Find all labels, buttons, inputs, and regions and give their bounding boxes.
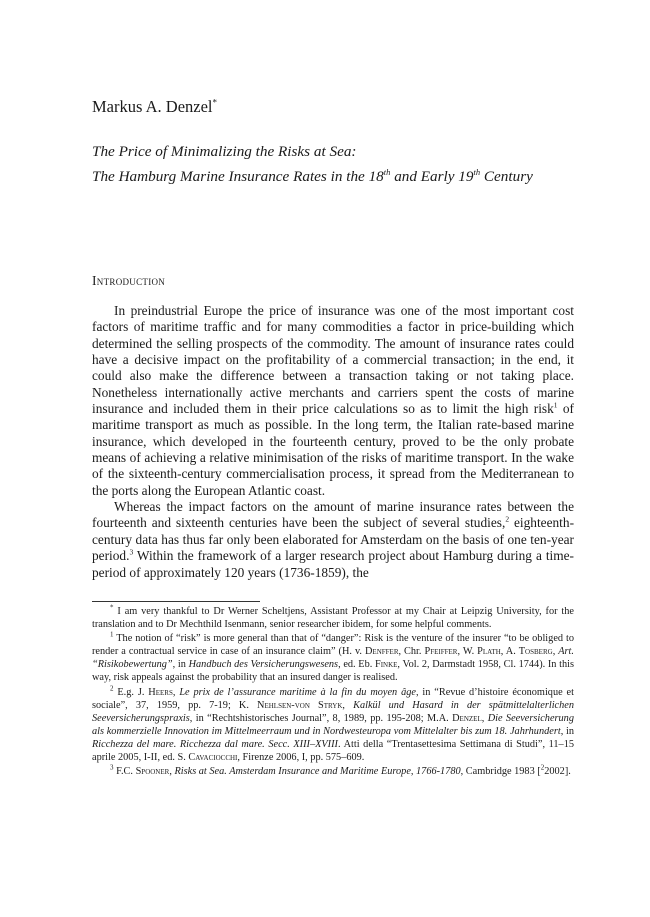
section-heading: Introduction (92, 273, 166, 288)
author-name (92, 97, 217, 117)
fn1-t8: , Vol. 2, Darmstadt 1958, Cl. 1744). In this way, risk appeals against the probability that an insured danger is realised. (92, 659, 574, 684)
footnotes (92, 605, 574, 779)
para2-part-a: Whereas the impact factors on the amount of marine insurance rates between the fourteenth and sixteenth centuries have been the subject of several studies, (92, 499, 574, 531)
fn2-i4: Ricchezza del mare. Ricchezza dal mare. Secc. XIII–XVIII (92, 738, 338, 750)
author-text: Markus A. Denzel (92, 97, 213, 116)
fn1-sc1: Denffer (364, 646, 399, 658)
fn3-t3: , Cambridge 1983 [ (460, 766, 541, 778)
fn2-i2: Kalkül und Hasard in der spätmittelalterlichen Seeversicherungspraxis (92, 699, 574, 724)
fn1-t4: , A. (500, 646, 519, 658)
title-line-2-part-b: and Early 19 (390, 168, 474, 186)
fn1-t7: , ed. Eb. (338, 659, 375, 671)
fn3-i1: Risks at Sea. Amsterdam Insurance and Maritime Europe, 1766-1780 (174, 766, 461, 778)
fn2-sc1: Heers (148, 686, 173, 698)
footnote-star-text: I am very thankful to Dr Werner Scheltjens, Assistant Professor at my Chair at Leipzig University, for the translation and to Dr Mechthild Isenmann, senior researcher ibidem, for some helpful comments. (92, 606, 574, 631)
footnote-2 (92, 686, 574, 765)
fn2-t2: , (172, 686, 180, 698)
footnote-1 (92, 632, 574, 684)
para1-part-a: In preindustrial Europe the price of insurance was one of the most important cost factors of maritime traffic and for many commodities a factor in price-building which determined the selling prospects of the commodity. The amount of insurance rates could have a decisive impact on the profitability of a commercial transaction; in the end, it could also make the difference between a transaction taking or not taking place. Nonetheless internationally active merchants and carriers spent the costs of marine insurance and included them in their price calculations so as to limit the high risk (92, 303, 574, 417)
fn1-t1: The notion of “risk” is more general than that of “danger”: Risk is the venture of the insurer “to be obliged to render a contractual service in case of an insurance claim” (H. v. (92, 633, 574, 658)
footnote-ref-1[interactable]: 1 (553, 400, 558, 410)
title-sup-1: th (383, 167, 391, 177)
fn2-t3: , in “Revue d’histoire économique et sociale”, 37, 1959, pp. 7-19; K. (92, 686, 574, 711)
para2-part-c: Within the framework of a larger research project about Hamburg during a time-period of approximately 120 years (1736-1859), the (92, 548, 574, 580)
title-line-2-part-c: Century (480, 168, 533, 186)
title-sup-2: th (473, 167, 481, 177)
para1-part-b: of maritime transport as much as possible. In the long term, the Italian rate-based marine insurance, which developed in the fourteenth century, proved to be the only probate means of achieving a relative minimisation of the risks of maritime transport. In the wake of the sixteenth-century commercialisation process, it spread from the Mediterranean to the ports along the European Atlantic coast. (92, 401, 574, 498)
fn2-t9: , Firenze 2006, I, pp. 575–609. (237, 752, 365, 764)
fn2-sc2: Nehlsen-von Stryk (257, 699, 343, 711)
fn1-sc2: Pfeiffer (424, 646, 458, 658)
fn3-t2: , (169, 766, 175, 778)
fn1-i2: Handbuch des Versicherungswesens (188, 659, 339, 671)
footnote-1-mark: 1 (110, 630, 114, 639)
fn1-t6: , in (172, 659, 189, 671)
fn3-sc1: Spooner (135, 766, 170, 778)
footnote-ref-2[interactable]: 2 (505, 515, 510, 525)
footnote-2-mark: 2 (110, 684, 114, 693)
fn2-i1: Le prix de l’assurance maritime à la fin du moyen âge (179, 686, 416, 698)
author-footnote-mark: * (212, 97, 218, 108)
fn3-edition-sup: 2 (540, 763, 545, 772)
fn2-t4: , (342, 699, 354, 711)
fn1-sc3: Plath (477, 646, 501, 658)
fn1-sc5: Finke (374, 659, 398, 671)
title-line-1: The Price of Minimalizing the Risks at Sea: (92, 143, 357, 160)
fn1-t2: , Chr. (398, 646, 425, 658)
fn2-i3: Die Seeversicherung als kommerzielle Innovation im Mittelmeerraum und in Nordwesteuropa vom Mittelalter bis zum 18. Jahrhundert (92, 712, 574, 737)
fn1-t5: , (552, 646, 559, 658)
footnote-separator (92, 601, 260, 602)
fn2-t5: , in “Rechtshistorisches Journal”, 8, 1989, pp. 195-208; M.A. (189, 712, 453, 724)
fn1-t3: , W. (457, 646, 478, 658)
footnote-3 (92, 765, 574, 778)
fn3-t1: F.C. (113, 766, 136, 778)
paper-title (92, 142, 533, 187)
footnote-star (92, 605, 574, 631)
fn2-sc4: Cavaciocchi (188, 752, 238, 764)
fn2-t8: . Atti della “Trentasettesima Settimana di Studi”, 11–15 aprile 2005, I-II, ed. S. (92, 738, 574, 764)
fn1-i1: Art. “Risikobewertung” (92, 646, 574, 671)
footnote-ref-3[interactable]: 3 (129, 547, 134, 557)
fn2-t7: , in (560, 725, 574, 737)
footnote-star-mark: * (110, 603, 114, 612)
paragraph-1 (92, 303, 574, 499)
fn3-t4: 2002]. (544, 766, 571, 778)
fn2-t6: , (481, 712, 488, 724)
title-line-2-part-a: The Hamburg Marine Insurance Rates in the 18 (92, 168, 384, 186)
paragraph-2 (92, 499, 574, 581)
body-text (92, 303, 574, 581)
title-line-2 (92, 162, 533, 187)
para2-part-b: eighteenth-century data has thus far only been elaborated for Amsterdam on the basis of one ten-year period. (92, 515, 575, 564)
fn2-sc3: Denzel (452, 712, 482, 724)
fn2-t1: E.g. J. (113, 686, 149, 698)
fn1-sc4: Tosberg (518, 646, 553, 658)
footnote-3-mark: 3 (110, 763, 114, 772)
